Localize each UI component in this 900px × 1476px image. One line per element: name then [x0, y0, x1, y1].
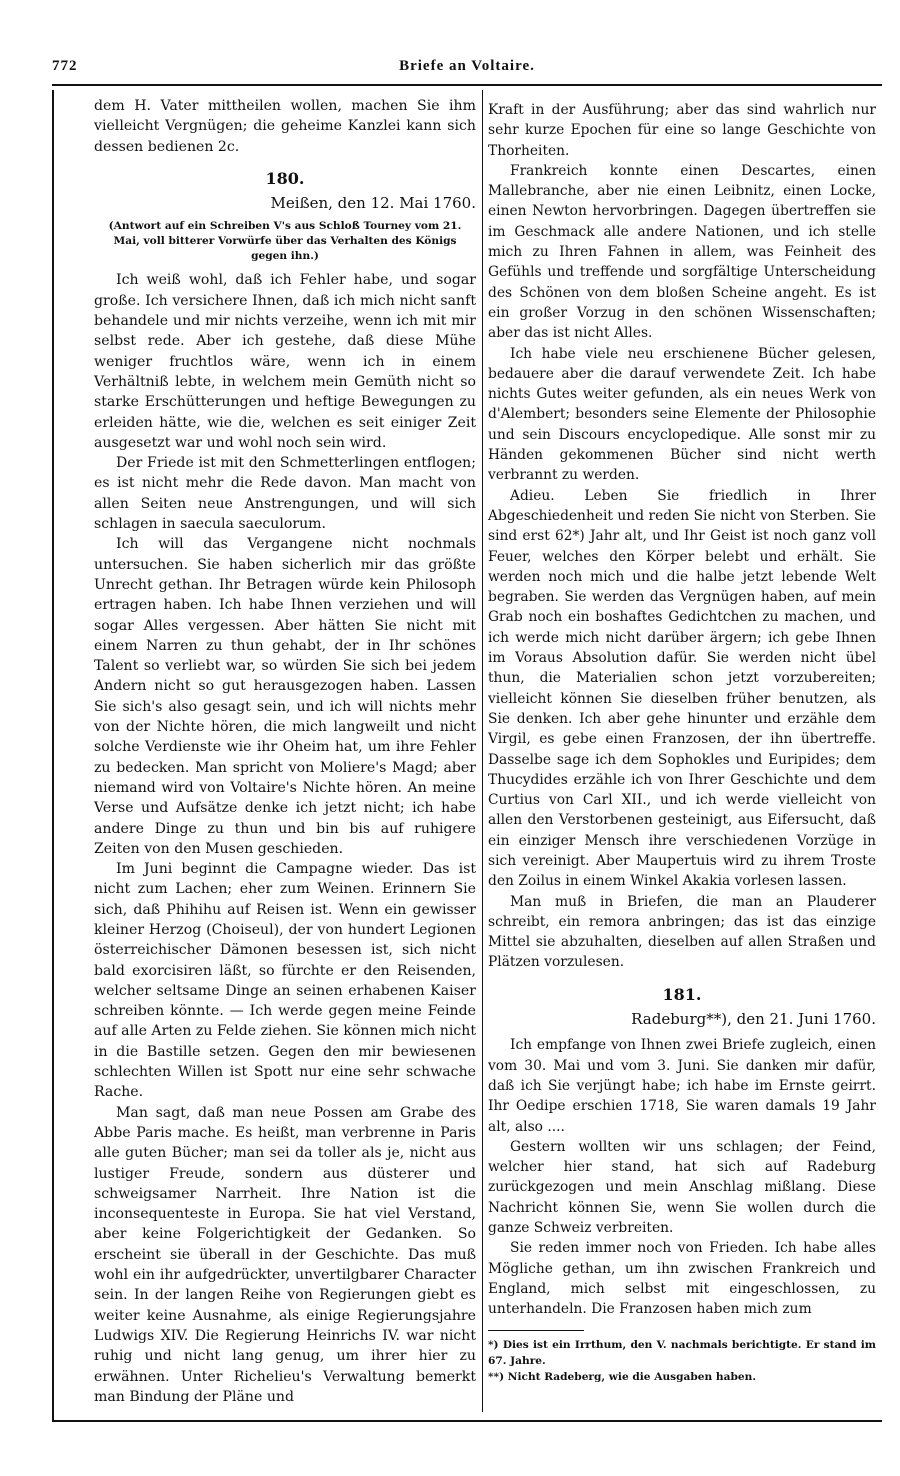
paragraph: Sie reden immer noch von Frieden. Ich habe alles Mögliche gethan, um ihn zwischen Frankreich und England, mich selbst mit eingeschlossen, zu unterhandeln. Die Franzosen haben mich zum: [488, 1240, 876, 1318]
letter-number: 181.: [662, 984, 702, 1004]
paragraph: Der Friede ist mit den Schmetterlingen entflogen; es ist nicht mehr die Rede davon. Man macht von allen Seiten neue Anstrengungen, und will sich schlagen in saecula saeculorum.: [94, 455, 476, 533]
page-number: 772: [52, 58, 78, 74]
paragraph: Gestern wollten wir uns schlagen; der Feind, welcher hier stand, hat sich auf Radeburg zurückgezogen und mein Anschlag mißlang. Diese Nachricht können Sie, wenn Sie wollen durch die ganze Schweiz verbreiten.: [488, 1138, 876, 1237]
bottom-rule: [52, 1420, 882, 1422]
footnotes: [488, 1337, 876, 1385]
paragraph: Im Juni beginnt die Campagne wieder. Das ist nicht zum Lachen; eher zum Weinen. Erinnern Sie sich, daß Phihihu auf Reisen ist. Wenn ein gewisser kleiner Herzog (Choiseul), der von hundert Legionen österreichischer Dämonen besessen ist, sich nicht bald exorcisiren läßt, so fürchte er den Reisenden, welcher seltsame Dinge an seinen erhabenen Kaiser schreiben könnte. — Ich werde gegen meine Feinde auf alle Arten zu Felde ziehen. Sie können mich nicht in die Bastille setzen. Gegen den mir bewiesenen schlechten Willen ist Spott nur eine sehr schwache Rache.: [94, 861, 476, 1101]
letter-note: (Antwort auf ein Schreiben V's aus Schloß Tourney vom 21. Mai, voll bitterer Vorwürfe über das Verhalten des Königs gegen ihn.): [108, 220, 462, 263]
footnote: *) Dies ist ein Irrthum, den V. nachmals berichtigte. Er stand im 67. Jahre.: [488, 1338, 876, 1367]
letter-dateline: Meißen, den 12. Mai 1760.: [270, 194, 476, 213]
paragraph: Ich will das Vergangene nicht nochmals untersuchen. Sie haben sicherlich mir das größte Unrecht gethan. Ihr Betragen würde kein Philosoph ertragen haben. Ich habe Ihnen verziehen und will sogar Alles vergessen. Aber hätten Sie nicht mit einem Narren zu thun gehabt, der in Ihr schönes Talent so verliebt war, so würden Sie sich bei jedem Andern nicht so gut herausgezogen haben. Lassen Sie sich's also gesagt sein, und ich will nichts mehr von der Nichte hören, die mich langweilt und nicht solche Verdienste wie ihr Oheim hat, um ihre Fehler zu bedecken. Man spricht von Moliere's Magd; aber niemand wird von Voltaire's Nichte hören. An meine Verse und Aufsätze denke ich jetzt nicht; ich habe andere Dinge zu thun und bin bis auf ruhigere Zeiten von den Musen geschieden.: [94, 536, 476, 857]
right-column: [488, 100, 876, 1385]
running-title: Briefe an Voltaire.: [399, 58, 535, 74]
paragraph: Ich habe viele neu erschienene Bücher gelesen, bedauere aber die darauf verwendete Zeit. Ich habe nichts Gutes weiter gefunden, als ein neues Werk von d'Alembert; besonders seine Elemente der Philosophie und sein Discours encyclopedique. Alle sonst mir zu Händen gekommenen Bücher sind nicht werth verbrannt zu werden.: [488, 345, 876, 484]
footnote: **) Nicht Radeberg, wie die Ausgaben haben.: [488, 1370, 757, 1383]
letter-number: 180.: [265, 168, 305, 188]
paragraph: Kraft in der Ausführung; aber das sind wahrlich nur sehr kurze Epochen für eine so lange Geschichte von Thorheiten.: [488, 102, 876, 159]
left-column: [94, 96, 476, 1407]
paragraph: Adieu. Leben Sie friedlich in Ihrer Abgeschiedenheit und reden Sie nicht von Sterben. Sie sind erst 62*) Jahr alt, und Ihr Geist ist noch ganz voll Feuer, welches den Körper belebt und erhält. Sie werden noch mich und die halbe jetzt lebende Welt begraben. Sie werden das Vergnügen haben, auf mein Grab noch ein boshaftes Gedichtchen zu machen, und ich werde mich nicht darüber ärgern; ich gebe Ihnen im Voraus Absolution dafür. Sie werden nicht übel thun, die Materialien schon jetzt vorzubereiten; vielleicht können Sie dieselben früher benutzen, als Sie denken. Ich aber gehe hinunter und erzähle dem Virgil, es gebe einen Franzosen, der ihn übertreffe. Dasselbe sage ich dem Sophokles und Euripides; dem Thucydides erzähle ich von Ihrer Geschichte und dem Curtius von Carl XII., und ich werde vielleicht von allen den Verstorbenen gesteinigt, aus Eifersucht, daß ein einziger Mensch ihre verschiedenen Vorzüge in sich vereinigt. Aber Maupertuis wird zu ihrem Troste den Zoilus in einem Winkel Akakia vorlesen lassen.: [488, 487, 876, 890]
paragraph: Man sagt, daß man neue Possen am Grabe des Abbe Paris mache. Es heißt, man verbrenne in Paris alle guten Bücher; man sei da toller als je, nicht aus lustiger Freude, sondern aus düsterer und schweigsamer Narrheit. Ihre Nation ist die inconsequenteste in Europa. Sie hat viel Verstand, aber keine Folgerichtigkeit der Gedanken. So erscheint sie überall in der Geschichte. Das muß wohl ein ihr aufgedrückter, unvertilgbarer Character sein. In der langen Reihe von Regierungen giebt es weiter keine Ausnahme, als einige Regierungsjahre Ludwigs XIV. Die Regierung Heinrichs IV. war nicht ruhig und nicht lang genug, um ihrer hier zu erwähnen. Unter Richelieu's Verwaltung bemerkt man Bindung der Pläne und: [94, 1104, 476, 1405]
column-divider: [482, 90, 483, 1412]
footnote-rule: [488, 1330, 584, 1331]
header-rule: [52, 84, 882, 86]
running-header: [52, 54, 882, 80]
paragraph: Frankreich konnte einen Descartes, einen Mallebranche, aber nie einen Leibnitz, einen Locke, einen Newton hervorbringen. Dagegen übertreffen sie im Geschmack alle andere Nationen, und ich stelle mich zu Ihren Fahnen in allem, was Feinheit des Gefühls und treffende und sorgfältige Unterscheidung des Schönen von dem bloßen Scheine angeht. Es ist ein großer Vorzug in den schönen Wissenschaften; aber das ist nicht Alles.: [488, 162, 876, 342]
paragraph: Ich empfange von Ihnen zwei Briefe zugleich, einen vom 30. Mai und vom 3. Juni. Sie danken mir dafür, daß ich Sie verjüngt habe; ich habe im Ernste geirrt. Ihr Oedipe erschien 1718, Sie waren damals 19 Jahr alt, also ....: [488, 1037, 876, 1135]
paragraph: dem H. Vater mittheilen wollen, machen Sie ihm vielleicht Vergnügen; die geheime Kanzlei kann sich dessen bedienen 2c.: [94, 98, 476, 155]
paragraph: Man muß in Briefen, die man an Plauderer schreibt, ein remora anbringen; das ist das einzige Mittel sie abzuhalten, dieselben auf allen Straßen und Plätzen vorzulesen.: [488, 893, 876, 971]
left-frame-line: [52, 90, 54, 1422]
paragraph: Ich weiß wohl, daß ich Fehler habe, und sogar große. Ich versichere Ihnen, daß ich mich nicht sanft behandele und mir nichts verzeihe, wenn ich mit mir selbst rede. Aber ich gestehe, daß diese Mühe weniger fruchtlos wäre, wenn ich in einem Verhältniß lebte, in welchem mein Gemüth nicht so starke Erschütterungen und heftige Bewegungen zu erleiden hätte, wie die, welchen es seit einiger Zeit ausgesetzt war und wohl noch sein wird.: [94, 272, 476, 451]
letter-dateline: Radeburg**), den 21. Juni 1760.: [631, 1010, 876, 1029]
